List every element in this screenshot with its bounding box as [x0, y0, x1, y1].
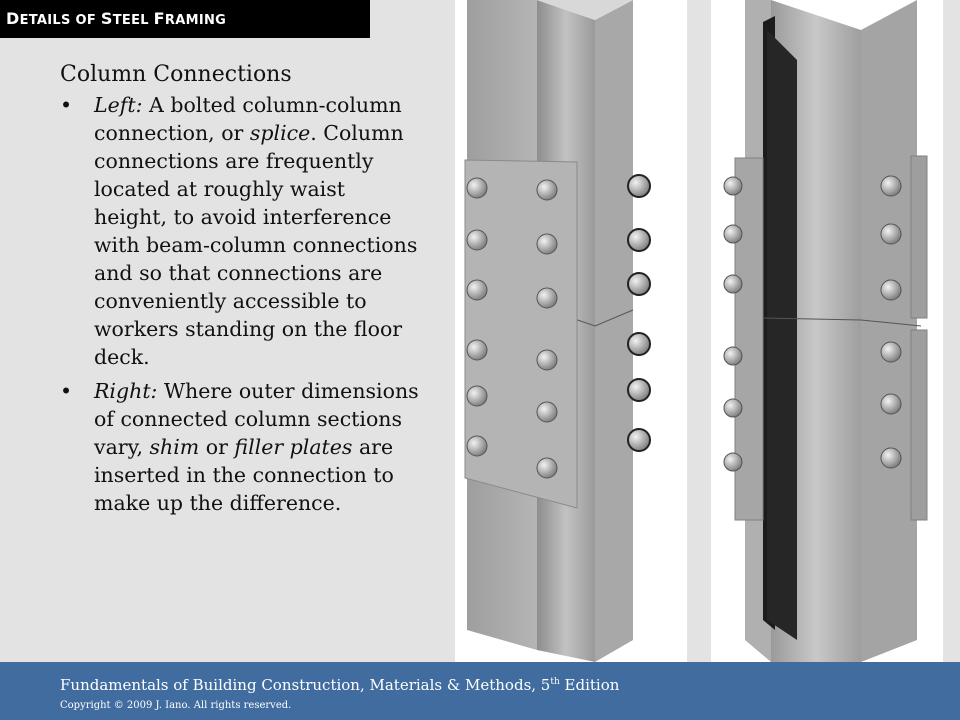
header-word-rest: TEEL	[112, 13, 149, 28]
footer-title-end: Edition	[559, 676, 620, 694]
bullet-text: . Column connections are frequently located at roughly waist height, to avoid interference with beam-column connections and so that connections are conveniently accessible to workers standing on the floor deck.	[94, 121, 418, 369]
header-word-cap: S	[100, 9, 113, 28]
column-splice-image	[455, 0, 687, 662]
footer-bar	[0, 662, 960, 720]
header-word-rest: RAMING	[164, 13, 227, 28]
slide-heading: Column Connections	[60, 62, 292, 87]
footer-copyright: Copyright © 2009 J. Iano. All rights reserved.	[60, 700, 292, 711]
bullet-left	[60, 91, 420, 371]
bullet-dot: •	[60, 379, 73, 403]
bullet-emphasis: filler plates	[234, 435, 353, 459]
bullet-lead: Right:	[94, 379, 158, 403]
section-header	[0, 0, 370, 38]
bullet-text: Where outer dimensions of connected column sections vary,	[94, 379, 419, 459]
header-word-cap: F	[153, 9, 165, 28]
bullet-dot: •	[60, 93, 73, 117]
bullet-text: A bolted column-column connection, or	[94, 93, 402, 145]
header-word-rest: ETAILS	[19, 13, 71, 28]
bullet-emphasis: splice	[249, 121, 311, 145]
bullet-text: or	[199, 435, 235, 459]
filler-plate-splice-image	[711, 0, 943, 662]
bullet-emphasis: shim	[149, 435, 200, 459]
bullet-list	[60, 91, 420, 517]
header-word-cap: D	[6, 9, 20, 28]
bullet-text: are inserted in the connection to make up the difference.	[94, 435, 394, 515]
filler-plate-drawing	[711, 0, 943, 662]
footer-title-sup: th	[550, 677, 560, 687]
column-splice-drawing	[455, 0, 687, 662]
bullet-right	[60, 377, 420, 517]
bullet-lead: Left:	[94, 93, 143, 117]
text-column	[60, 62, 420, 523]
header-word: OF	[75, 13, 97, 28]
footer-title-main: Fundamentals of Building Construction, Materials & Methods, 5	[60, 676, 551, 694]
footer-title	[60, 676, 619, 694]
